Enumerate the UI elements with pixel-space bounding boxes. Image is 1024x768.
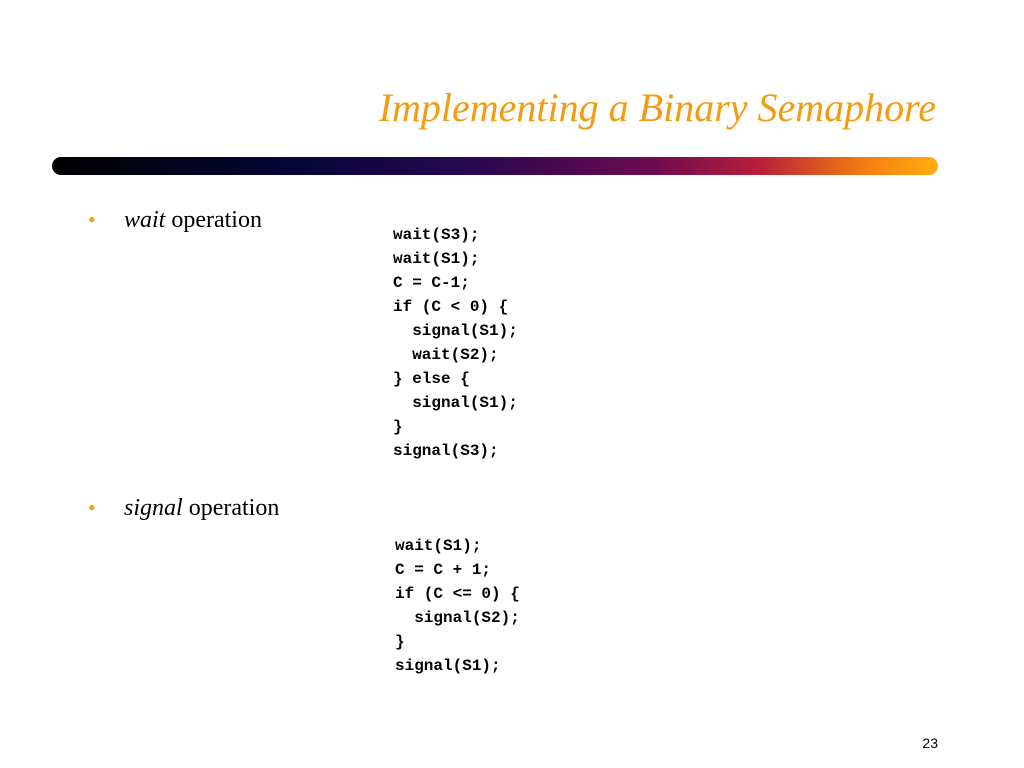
- code-line: wait(S3);: [393, 226, 480, 244]
- code-line: }: [393, 418, 403, 436]
- bullet-marker: •: [88, 207, 96, 232]
- wait-code-block: [393, 223, 518, 463]
- code-line: wait(S1);: [395, 537, 482, 555]
- slide-title: Implementing a Binary Semaphore: [378, 85, 936, 130]
- code-line: signal(S1);: [393, 394, 518, 412]
- code-line: wait(S2);: [393, 346, 499, 364]
- title-underline-bar: [52, 157, 938, 175]
- code-line: signal(S3);: [393, 442, 499, 460]
- code-line: wait(S1);: [393, 250, 480, 268]
- signal-code-block: [395, 534, 520, 678]
- code-line: signal(S2);: [395, 609, 520, 627]
- code-line: if (C <= 0) {: [395, 585, 520, 603]
- code-line: } else {: [393, 370, 470, 388]
- bullet-keyword: signal: [124, 495, 183, 521]
- page-number: 23: [922, 735, 938, 751]
- code-line: C = C-1;: [393, 274, 470, 292]
- bullet-wait-operation: [88, 206, 262, 234]
- bullet-keyword: wait: [124, 207, 166, 233]
- code-line: C = C + 1;: [395, 561, 492, 579]
- code-line: if (C < 0) {: [393, 298, 509, 316]
- bullet-text: operation: [165, 207, 262, 233]
- bullet-signal-operation: [88, 494, 279, 522]
- code-line: signal(S1);: [395, 657, 501, 675]
- code-line: signal(S1);: [393, 322, 518, 340]
- bullet-marker: •: [88, 495, 96, 520]
- code-line: }: [395, 633, 405, 651]
- bullet-text: operation: [182, 495, 280, 521]
